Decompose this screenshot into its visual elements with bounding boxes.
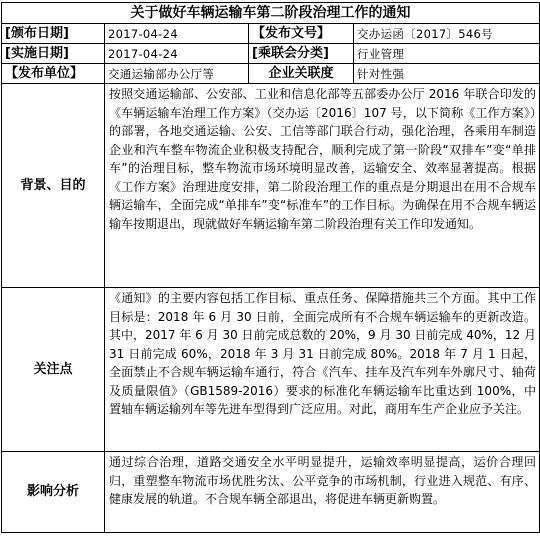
section-text-impact: 通过综合治理，道路交通安全水平明显提升，运输效率明显提高，运价合理回归，重塑整车物流市场优胜劣汰、公平竞争的市场机制，行业进入规范、有序、健康发展的轨道。不合规车辆全部退出，将促进车辆更新购置。 [105,452,540,533]
section-label-background: 背景、目的 [2,84,105,288]
issuer-value: 交通运输部办公厅等 [105,64,249,84]
effective-date-label: [实施日期] [2,44,105,64]
issuer-label: 【发布单位】 [2,64,105,84]
section-text-background: 按照交通运输部、公安部、工业和信息化部等五部委办公厅 2016 年联合印发的《车辆运输车治理工作方案》（交办运〔2016〕107 号，以下简称《工作方案》）的部署，各地交通运输、公安、工信等部门联合行动，强化治理，各乘用车制造企业和汽车整车物流企业积极支持配合，顺利完成了第一阶段“双排车”变“单排车”的治理目标，整车物流市场环境明显改善，运输安全、效率显著提高。根据《工作方案》治理进度安排，第二阶段治理工作的重点是分期退出在用不合规车辆运输车，全面完成“单排车”变“标准车”的工作目标。为确保在用不合规车辆运输车按期退出，现就做好车辆运输车第二阶段治理有关工作印发通知。 [105,84,540,288]
section-label-focus: 关注点 [2,288,105,452]
doc-number-value: 交办运函〔2017〕546号 [354,24,540,44]
notice-title: 关于做好车辆运输车第二阶段治理工作的通知 [2,3,540,24]
relevance-label: 企业关联度 [249,64,354,84]
doc-number-label: 【发布文号】 [249,24,354,44]
section-text-focus: 《通知》的主要内容包括工作目标、重点任务、保障措施共三个方面。其中工作目标是：2018 年 6 月 30 日前，全面完成所有不合规车辆运输车的更新改造。其中，2017 年 6 月 30 日前完成总数的 20%，9 月 30 日前完成 40%，12 月 31 日前完成 60%，2018 年 3 月 31 日前完成 80%。2018 年 7 月 1 日起，全面禁止不合规车辆运输车通行，符合《汽车、挂车及汽车列车外廓尺寸、轴荷及质量限值》（GB1589-2016）要求的标准化车辆运输车比重达到 100%，中置轴车辆运输列车等先进车型得到广泛应用。对此，商用车生产企业应予关注。 [105,288,540,452]
category-label: [乘联会分类] [249,44,354,64]
section-label-impact: 影响分析 [2,452,105,533]
relevance-value: 针对性强 [354,64,540,84]
publish-date-label: [颁布日期] [2,24,105,44]
effective-date-value: 2017-04-24 [105,44,249,64]
notice-table [1,2,540,533]
category-value: 行业管理 [354,44,540,64]
publish-date-value: 2017-04-24 [105,24,249,44]
